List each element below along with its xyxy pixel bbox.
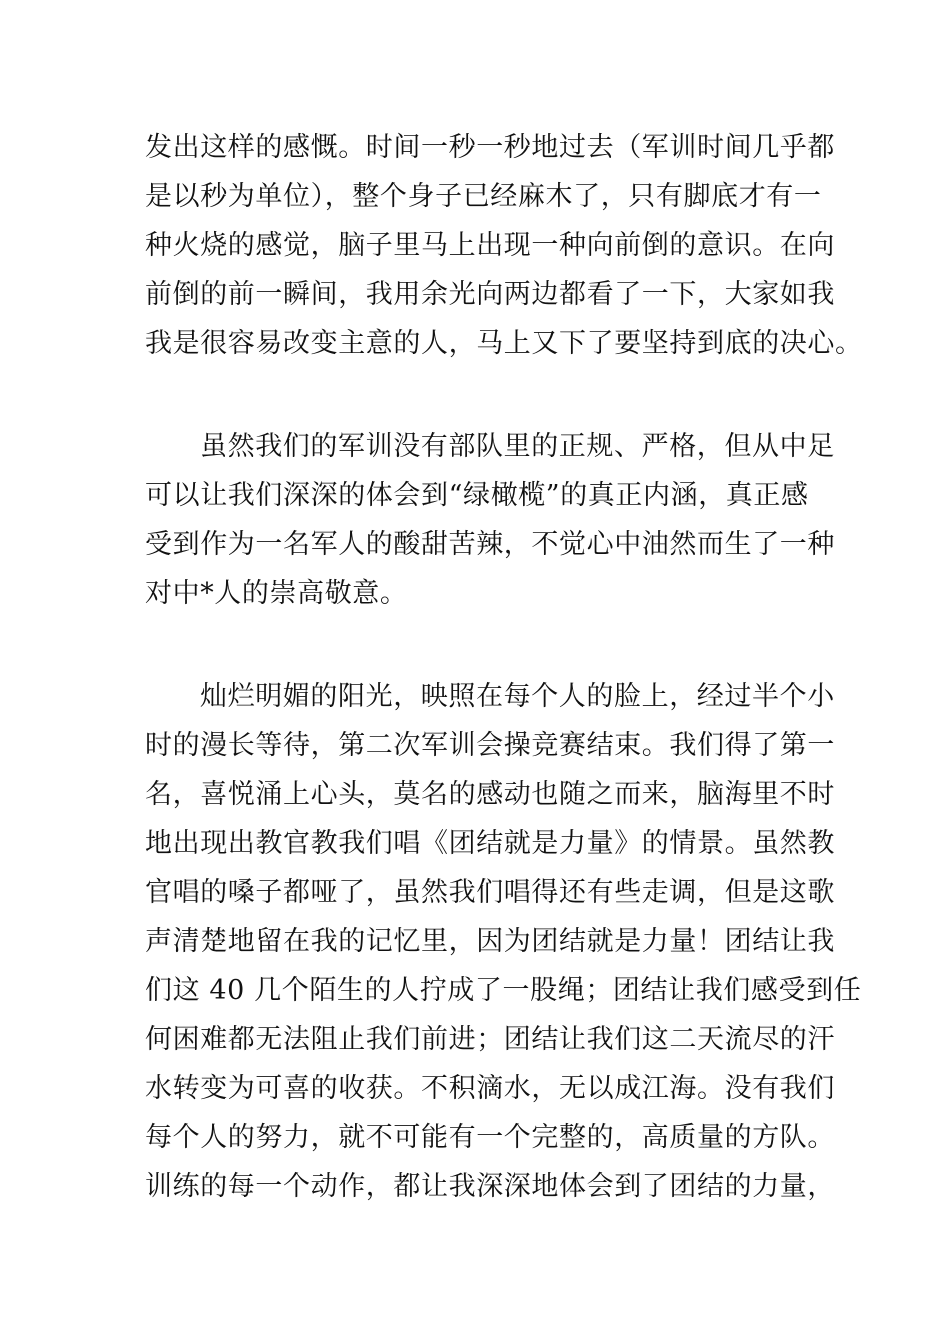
paragraph-3-line-2: 时的漫长等待，第二次军训会操竞赛结束。我们得了第一 xyxy=(145,730,835,761)
paragraph-3-line-5: 官唱的嗓子都哑了，虽然我们唱得还有些走调，但是这歌 xyxy=(145,877,835,908)
paragraph-3-line-6: 声清楚地留在我的记忆里，因为团结就是力量！团结让我 xyxy=(145,926,835,957)
paragraph-2-line-3: 受到作为一名军人的酸甜苦辣，不觉心中油然而生了一种 xyxy=(145,529,835,560)
paragraph-3-line-11: 训练的每一个动作，都让我深深地体会到了团结的力量， xyxy=(145,1171,835,1202)
paragraph-1-line-3: 种火烧的感觉，脑子里马上出现一种向前倒的意识。在向 xyxy=(145,230,835,261)
paragraph-1-line-5: 我是很容易改变主意的人，马上又下了要坚持到底的决心。 xyxy=(145,328,863,359)
paragraph-1-line-2: 是以秒为单位），整个身子已经麻木了，只有脚底才有一 xyxy=(145,181,822,212)
paragraph-2-line-1: 虽然我们的军训没有部队里的正规、严格，但从中足 xyxy=(200,431,835,462)
paragraph-1-line-4: 前倒的前一瞬间，我用余光向两边都看了一下，大家如我 xyxy=(145,279,835,310)
paragraph-3-line-1: 灿烂明媚的阳光，映照在每个人的脸上，经过半个小 xyxy=(200,681,835,712)
paragraph-2-line-2: 可以让我们深深的体会到“绿橄榄”的真正内涵，真正感 xyxy=(145,480,809,511)
paragraph-3-line-7: 们这 40 几个陌生的人拧成了一股绳；团结让我们感受到任 xyxy=(145,975,862,1006)
paragraph-3-line-8: 何困难都无法阻止我们前进；团结让我们这二天流尽的汗 xyxy=(145,1024,835,1055)
paragraph-2-line-4: 对中*人的崇高敬意。 xyxy=(145,578,408,609)
paragraph-3-line-10: 每个人的努力，就不可能有一个完整的，高质量的方队。 xyxy=(145,1122,835,1153)
paragraph-1-line-1: 发出这样的感慨。时间一秒一秒地过去（军训时间几乎都 xyxy=(145,132,835,163)
paragraph-3-line-3: 名，喜悦涌上心头，莫名的感动也随之而来，脑海里不时 xyxy=(145,779,835,810)
paragraph-3-line-9: 水转变为可喜的收获。不积滴水，无以成江海。没有我们 xyxy=(145,1073,835,1104)
paragraph-3-line-4: 地出现出教官教我们唱《团结就是力量》的情景。虽然教 xyxy=(145,828,835,859)
